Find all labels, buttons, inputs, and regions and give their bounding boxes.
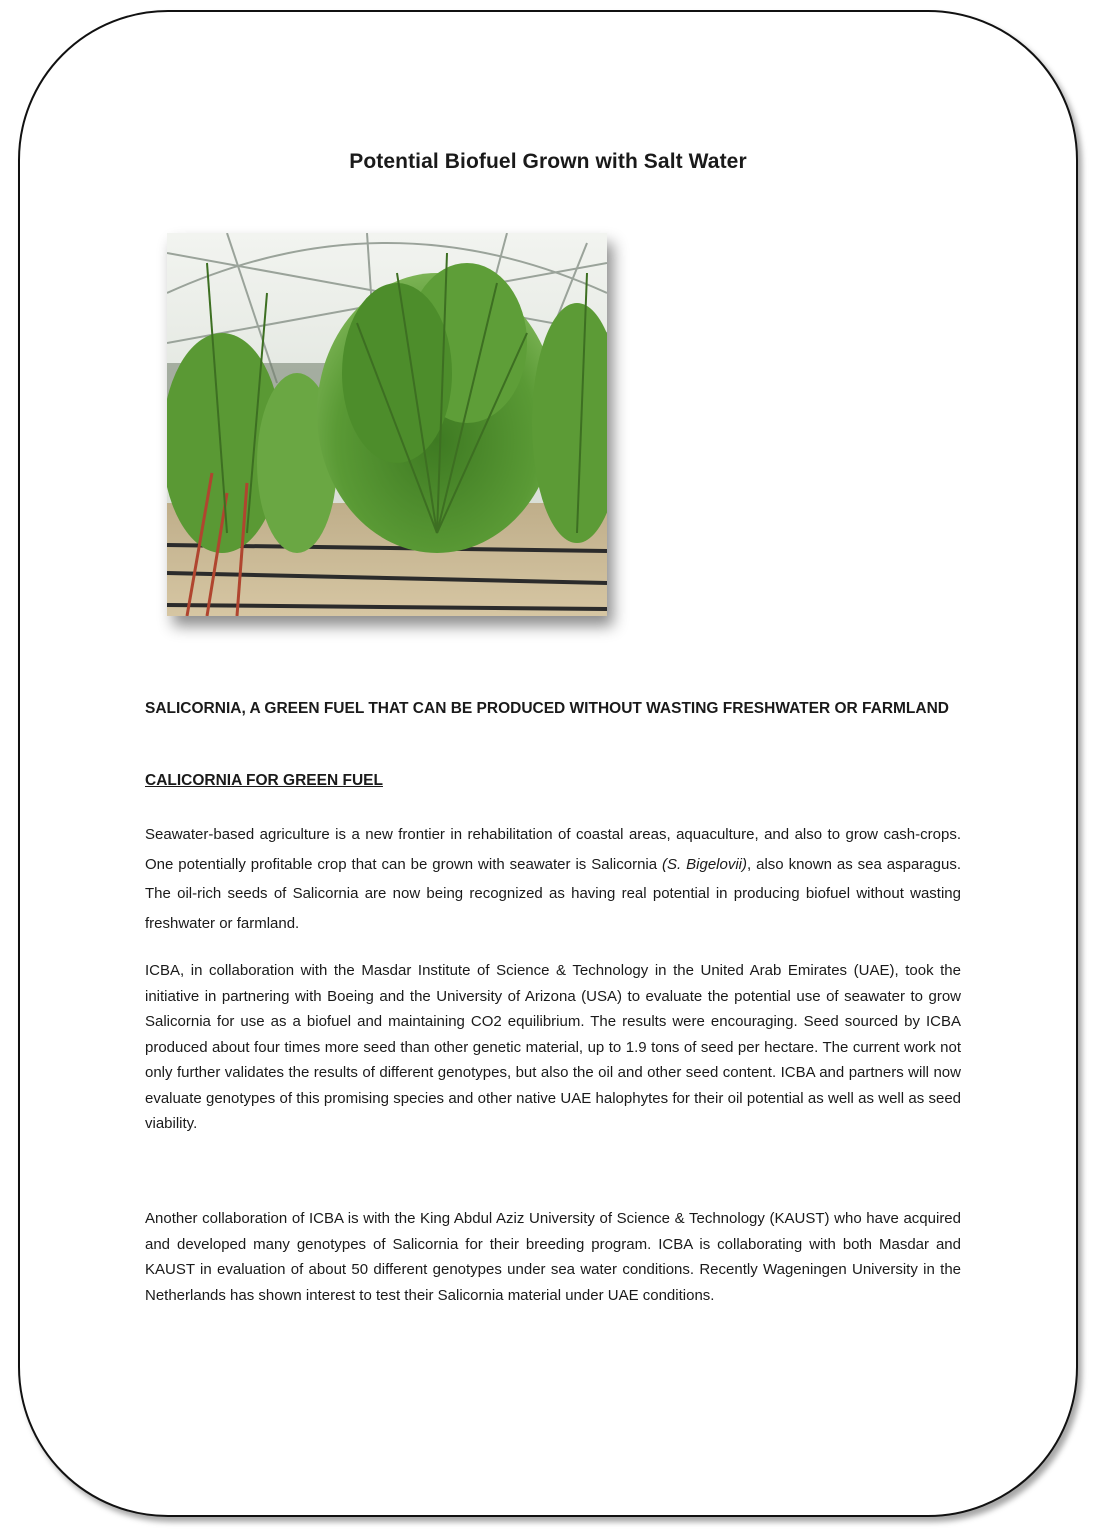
paragraph-1 bbox=[145, 820, 961, 938]
page-title: Potential Biofuel Grown with Salt Water bbox=[349, 150, 747, 173]
paragraph-1-part2: , also known as sea asparagus. The oil-rich seeds of Salicornia are now being recognized as having real potential in producing biofuel without wasting freshwater or farmland. bbox=[145, 855, 961, 932]
article-heading: SALICORNIA, A GREEN FUEL THAT CAN BE PRODUCED WITHOUT WASTING FRESHWATER OR FARMLAND bbox=[145, 700, 949, 717]
species-name: (S. Bigelovii) bbox=[662, 855, 748, 873]
paragraph-1-part1: Seawater-based agriculture is a new frontier in rehabilitation of coastal areas, aquaculture, and also to grow cash-crops. One potentially profitable crop that can be grown with seawater is Salicornia bbox=[145, 826, 961, 873]
paragraph-3: Another collaboration of ICBA is with the King Abdul Aziz University of Science & Technology (KAUST) who have acquired and developed many genotypes of Salicornia for their breeding program. ICBA is collaborating with both Masdar and KAUST in evaluation of about 50 different genotypes under sea water conditions. Recently Wageningen University in the Netherlands has shown interest to test their Salicornia material under UAE conditions. bbox=[145, 1210, 961, 1304]
section-subheading: CALICORNIA FOR GREEN FUEL bbox=[145, 772, 383, 789]
salicornia-photo bbox=[167, 233, 607, 616]
paragraph-2: ICBA, in collaboration with the Masdar Institute of Science & Technology in the United Arab Emirates (UAE), took the initiative in partnering with Boeing and the University of Arizona (USA) to evaluate the potential use of seawater to grow Salicornia for use as a biofuel and maintaining CO2 equilibrium. The results were encouraging. Seed sourced by ICBA produced about four times more seed than other genetic material, up to 1.9 tons of seed per hectare. The current work not only further validates the results of different genotypes, but also the oil and other seed content. ICBA and partners will now evaluate genotypes of this promising species and other native UAE halophytes for their oil potential as well as well as seed viability. bbox=[145, 962, 961, 1132]
